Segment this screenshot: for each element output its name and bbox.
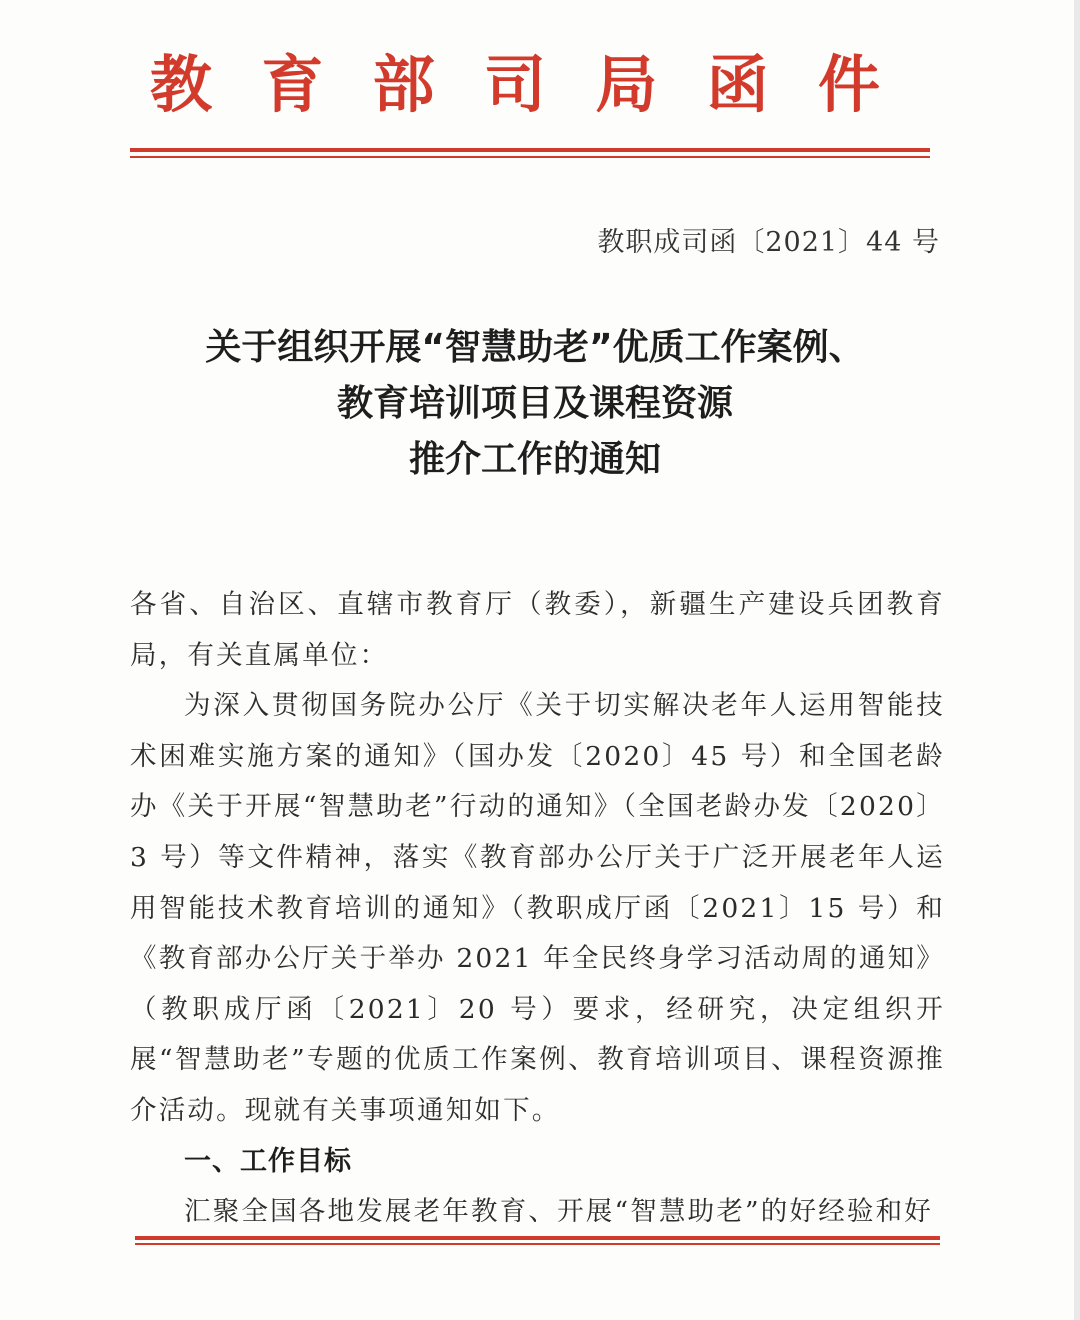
document-title [120, 320, 950, 488]
title-line-3: 推介工作的通知 [408, 439, 661, 480]
page-edge-shadow [1074, 0, 1080, 1320]
paragraph-intro: 为深入贯彻国务院办公厅《关于切实解决老年人运用智能技术困难实施方案的通知》（国办发〔2020〕45 号）和全国老龄办《关于开展“智慧助老”行动的通知》（全国老龄办发〔2020〕3 号）等文件精神，落实《教育部办公厅关于广泛开展老年人运用智能技术教育培训的通知》（教职成厅函〔2021〕15 号）和《教育部办公厅关于举办 2021 年全民终身学习活动周的通知》（教职成厅函〔2021〕20 号）要求，经研究，决定组织开展“智慧助老”专题的优质工作案例、教育培训项目、课程资源推介活动。现就有关事项通知如下。 [130, 690, 945, 1126]
paragraph-goals-start: 汇聚全国各地发展老年教育、开展“智慧助老”的好经验和好 [184, 1196, 933, 1228]
letterhead [150, 40, 880, 130]
footer-red-rule-thin [135, 1243, 940, 1245]
title-line-2: 教育培训项目及课程资源 [336, 383, 733, 424]
document-body [130, 580, 945, 1238]
title-line-1: 关于组织开展“智慧助老”优质工作案例、 [205, 327, 865, 368]
footer-red-rule [135, 1236, 940, 1240]
letterhead-char: 育 [261, 48, 324, 121]
letterhead-char: 司 [483, 48, 546, 121]
section-heading-goals: 一、工作目标 [184, 1145, 352, 1177]
addressee: 各省、自治区、直辖市教育厅（教委），新疆生产建设兵团教育局，有关直属单位： [130, 589, 945, 671]
letterhead-char: 部 [372, 48, 435, 121]
letterhead-char: 教 [150, 48, 213, 121]
letterhead-char: 件 [817, 48, 880, 121]
letterhead-red-rule-thin [130, 156, 930, 158]
document-number: 教职成司函〔2021〕44 号 [597, 227, 940, 258]
letterhead-char: 局 [595, 48, 658, 121]
letterhead-red-rule [130, 148, 930, 152]
letterhead-char: 函 [706, 48, 769, 121]
